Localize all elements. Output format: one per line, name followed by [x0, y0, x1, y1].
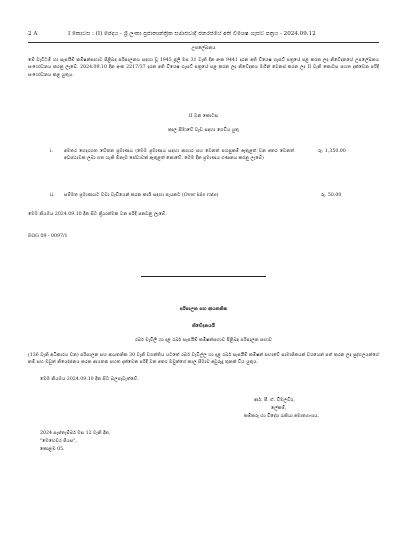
- part-subtitle: කාල සීමාවේ වැඩ සඳහා ගෙවිය යුතු: [168, 128, 239, 133]
- item-number: i.: [50, 149, 53, 154]
- gazette-header-title: I කොටස : (I) ඡෙදය - ශ්‍රී ලංකා ප්‍රජාතාන්ත්‍රික සමාජවාදී ජනරජයේ අති විශෙෂ ගැසට් පත්‍රය - 2024.09.12: [68, 31, 316, 37]
- issue-place: "මෙහෙවර පියස",: [40, 439, 77, 444]
- item-text: සම්මත ප්‍රමාණයට වඩා වැඩියෙන් කරන කාර්‍ය සඳහා පැයකට (Over kilo rate): [64, 193, 219, 198]
- notice-paragraph: (136 වැනි අධිකාරය වන) පරිපාලන සහ ආයතනික 30 වැනි වගන්තිය යටතේ රබර් වැවිල්ල හා දළ රබර් සැපයීම් කමිෂන් සභාවේ සාමාජිකයන් වශයෙන් පත් කරන ලද පුද්ගලයන්ගේ නම් සහ ඔවුන් නියෝජනය කරන ආයතන පහත දැක්වෙන පරිදි වන අතර ඔවුන්ගේ කාල සීමාව අවුරුදු තුනක් විය යුතුය.: [28, 353, 379, 366]
- signatory-ministry: කම්කරු හා විදේශ රැකියා අමාත්‍යාංශය.: [244, 414, 320, 419]
- effective-date-line: මෙම නියමය 2024.09.10 දින සිට බලපැවැත්වේ.: [40, 377, 139, 382]
- page-number: 2 A: [28, 31, 38, 37]
- header-rule: [28, 42, 379, 43]
- item-amount: රු. 50.00: [321, 193, 342, 198]
- notice-subtitle: රබර් වැවිලි හා දළ රබර් සැපයීම් කමිෂන්සභාව පිළිබඳ පරිපාලන සභාව: [134, 338, 273, 343]
- department-heading: පරිපාලන සහ ආයතනික: [179, 307, 228, 312]
- schedule-heading: උපලේඛනය: [191, 46, 216, 51]
- item-text: අමතර ගෙදර‍ගත වේතන ප්‍රමාණය (මෙම ප්‍රමාණය සඳහා ආහාර සහ වෙනත් පහසුකම් ඇතුළත් වන අතර වෙනත් අවස්ථාවක ලබා ගත හැකි ඕනෑම සේවාවක් ඇතුළත් නොවේ. මෙම දින ප්‍රමාණය ගණනය කරනු ලැබේ): [64, 149, 294, 162]
- schedule-paragraph: මේ වැට්ටම් හා සැපයීම් කමිෂන්සභාව පිළිබඳ පරිපාලනය සඳහා වූ 1945 ජූලි මස 31 වැනි දින අංක 9441 දරන අති විශෙෂ ගැසට් පත්‍රයේ පළ කරන ලද නිවේදනයේ උපලේඛනය සංශෝධනය කරනු ලැබේ. 2024.09.10 දින අංක 2217/37 දරන අති විශෙෂ ගැසට් පත්‍රයේ පළ කරන ලද නිවේදනය මගින් වෙනස් කරන ලද II වැනි කොටස පහත දැක්වෙන පරිදි සංශෝධනය කළ යුතුය.: [28, 58, 379, 78]
- section-divider: [141, 276, 266, 277]
- item-amount: රු. 1,350.00: [318, 149, 346, 154]
- issue-date: 2024 සැප්තැම්බර් මස 12 වැනි දින,: [40, 431, 111, 436]
- effective-note: මෙම නියමය 2024.09.10 දින සිට ක්‍රියාත්මක වන පරිදි පනවනු ලැබේ.: [28, 212, 167, 217]
- part-heading: II වන කොටස: [188, 114, 219, 119]
- notice-title: නිවේදනයයි: [192, 324, 215, 329]
- signatory-name: ආර්. පී. ඒ. විමලවීර,: [254, 398, 295, 403]
- item-number: ii.: [50, 193, 55, 198]
- signatory-title: ලේකම්,: [271, 406, 287, 411]
- issue-city: කොළඹ 05.: [40, 447, 65, 452]
- reference-number: EOG 09 - 0097/1: [28, 234, 68, 239]
